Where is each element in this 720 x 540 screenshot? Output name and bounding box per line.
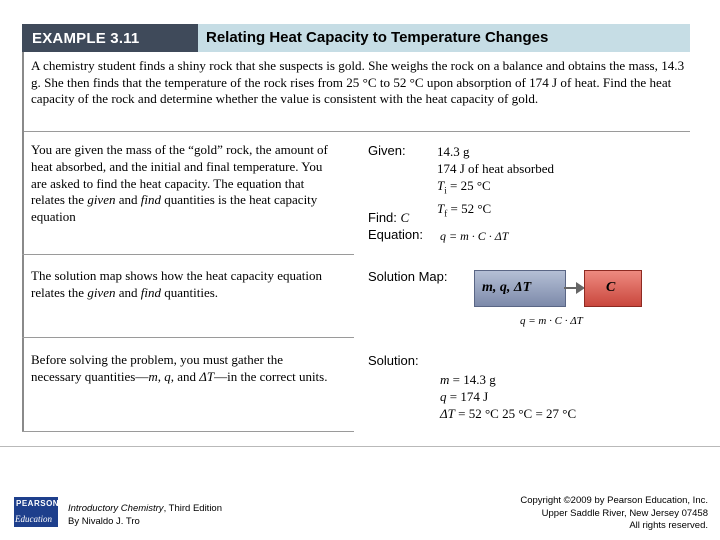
variable: q	[440, 389, 447, 404]
value: = 14.3 g	[449, 372, 496, 387]
variable: ΔT	[440, 406, 455, 421]
variable: m	[440, 372, 450, 387]
page-title: Relating Heat Capacity to Temperature Changes	[206, 29, 549, 46]
variable: q	[164, 368, 171, 384]
divider	[22, 337, 354, 338]
divider	[22, 254, 354, 255]
given-values	[437, 143, 554, 222]
value: = 174 J	[446, 389, 489, 404]
text-segment: find	[140, 284, 161, 300]
variable: ΔT	[199, 368, 215, 384]
variable: m	[148, 368, 158, 384]
text-segment: find	[140, 192, 161, 208]
equals: =	[446, 178, 461, 193]
text-segment: ,	[157, 368, 165, 384]
value: 52 °C	[461, 200, 492, 216]
divider	[22, 131, 690, 132]
book-citation	[68, 503, 222, 528]
given-initial-temp	[437, 177, 554, 200]
text-segment: given	[87, 192, 116, 208]
solution-label: Solution:	[368, 353, 419, 368]
divider	[22, 431, 354, 432]
solution-temp-change	[440, 405, 576, 422]
text-segment: quantities is the heat capacity equation	[31, 192, 318, 225]
problem-statement: A chemistry student finds a shiny rock that she suspects is gold. She weighs the rock on a balance and obtains the mass, 14.3 g. She then finds that the temperature of the rock rises from 25 °C to 52 °C upon absorption of 174 J of heat. Find the heat capacity of the rock and determine whether the value is consistent with the heat capacity of gold.	[31, 58, 685, 107]
logo-text-bottom: Education	[15, 514, 52, 524]
book-title: Introductory Chemistry	[68, 503, 164, 514]
text-segment: and	[115, 192, 141, 208]
solution-map-label: Solution Map:	[368, 269, 448, 284]
value: = 52 °C 25 °C = 27 °C	[454, 406, 577, 421]
solution-description	[31, 352, 331, 386]
copyright-line: Upper Saddle River, New Jersey 07458	[541, 507, 708, 519]
text-segment: —in the correct units.	[214, 368, 328, 384]
find-row	[368, 210, 409, 226]
value: 25 °C	[460, 178, 491, 193]
copyright-line: Copyright ©2009 by Pearson Education, Inc.	[520, 495, 708, 506]
given-final-temp	[437, 200, 554, 223]
book-author: By Nivaldo J. Tro	[68, 515, 140, 527]
copyright	[470, 495, 708, 533]
text-segment: , and	[170, 368, 200, 384]
subscript: i	[444, 185, 447, 196]
text-segment: You are given the mass of the “gold” rock, the amount of heat absorbed, and the initial and final temperature. You are asked to find the heat capacity. The equation that relates the	[31, 142, 328, 208]
left-border	[22, 52, 24, 432]
map-inputs: m, q, ΔT	[482, 280, 532, 295]
map-output: C	[606, 280, 616, 295]
map-equation: q = m · C · ΔT	[520, 315, 583, 327]
footer-divider	[0, 446, 720, 447]
logo-text-top: PEARSON	[16, 499, 60, 508]
given-description	[31, 142, 341, 226]
solution-values	[440, 371, 576, 422]
equals: =	[447, 200, 462, 216]
text-segment: quantities.	[160, 284, 219, 300]
example-label: EXAMPLE 3.11	[32, 30, 140, 47]
variable: T	[437, 178, 445, 193]
given-label: Given:	[368, 143, 406, 158]
text-segment: Before solving the problem, you must gather the necessary quantities—	[31, 352, 284, 384]
find-value: C	[400, 210, 410, 225]
variable: T	[437, 200, 445, 216]
given-mass: 14.3 g	[437, 144, 470, 159]
text-segment: given	[87, 284, 116, 300]
book-edition: , Third Edition	[163, 503, 223, 514]
copyright-line: All rights reserved.	[629, 520, 708, 531]
solution-mass	[440, 371, 576, 388]
equation-label: Equation:	[368, 227, 423, 242]
solution-heat	[440, 388, 576, 405]
text-segment: and	[115, 284, 141, 300]
text-segment: The solution map shows how the heat capacity equation relates the	[31, 268, 322, 300]
given-heat: 174 J of heat absorbed	[437, 161, 554, 176]
subscript: f	[444, 208, 448, 219]
map-description	[31, 268, 331, 302]
book-title-line	[68, 503, 222, 516]
heat-capacity-equation: q = m · C · ΔT	[440, 229, 509, 243]
find-label: Find:	[368, 210, 397, 225]
